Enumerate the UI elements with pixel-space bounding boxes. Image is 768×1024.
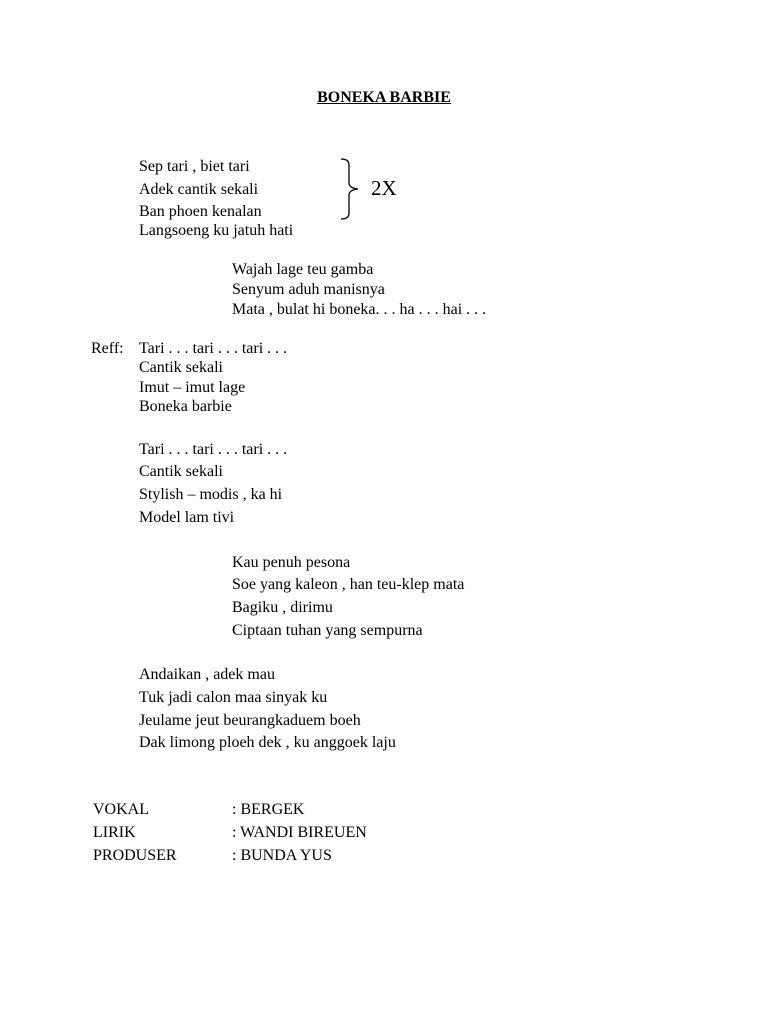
lyric-line: Wajah lage teu gamba bbox=[232, 261, 374, 278]
credit-label-lirik: LIRIK bbox=[93, 824, 136, 841]
lyric-line: Mata , bulat hi boneka. . . ha . . . hai . . . bbox=[232, 301, 487, 318]
lyric-line: Tari . . . tari . . . tari . . . bbox=[139, 441, 288, 458]
lyric-line: Ciptaan tuhan yang sempurna bbox=[232, 622, 423, 639]
lyric-line: Cantik sekali bbox=[139, 359, 223, 376]
lyric-line: Ban phoen kenalan bbox=[139, 203, 262, 220]
lyric-line: Boneka barbie bbox=[139, 398, 232, 415]
lyric-line: Model lam tivi bbox=[139, 509, 235, 526]
credit-label-vokal: VOKAL bbox=[93, 801, 149, 818]
lyric-line: Soe yang kaleon , han teu-klep mata bbox=[232, 576, 465, 593]
lyric-line: Dak limong ploeh dek , ku anggoek laju bbox=[139, 734, 396, 751]
chorus-label: Reff: bbox=[91, 340, 124, 357]
lyric-line: Imut – imut lage bbox=[139, 379, 246, 396]
lyric-line: Tari . . . tari . . . tari . . . bbox=[139, 340, 288, 357]
lyric-line: Bagiku , dirimu bbox=[232, 599, 333, 616]
credit-value-produser: : BUNDA YUS bbox=[232, 847, 332, 864]
lyric-line: Adek cantik sekali bbox=[139, 181, 259, 198]
credit-label-produser: PRODUSER bbox=[93, 847, 177, 864]
lyric-line: Tuk jadi calon maa sinyak ku bbox=[139, 689, 328, 706]
credit-value-vokal: : BERGEK bbox=[232, 801, 305, 818]
credit-value-lirik: : WANDI BIREUEN bbox=[232, 824, 367, 841]
repeat-mark: 2X bbox=[371, 176, 397, 200]
lyric-line: Andaikan , adek mau bbox=[139, 666, 275, 683]
lyric-line: Langsoeng ku jatuh hati bbox=[139, 222, 294, 239]
lyric-line: Jeulame jeut beurangkaduem boeh bbox=[139, 712, 361, 729]
lyric-line: Sep tari , biet tari bbox=[139, 158, 250, 175]
lyric-line: Stylish – modis , ka hi bbox=[139, 486, 283, 503]
repeat-brace bbox=[338, 157, 368, 221]
lyric-line: Kau penuh pesona bbox=[232, 554, 351, 571]
lyric-line: Senyum aduh manisnya bbox=[232, 281, 385, 298]
page-title: BONEKA BARBIE bbox=[317, 89, 451, 106]
lyric-line: Cantik sekali bbox=[139, 463, 223, 480]
